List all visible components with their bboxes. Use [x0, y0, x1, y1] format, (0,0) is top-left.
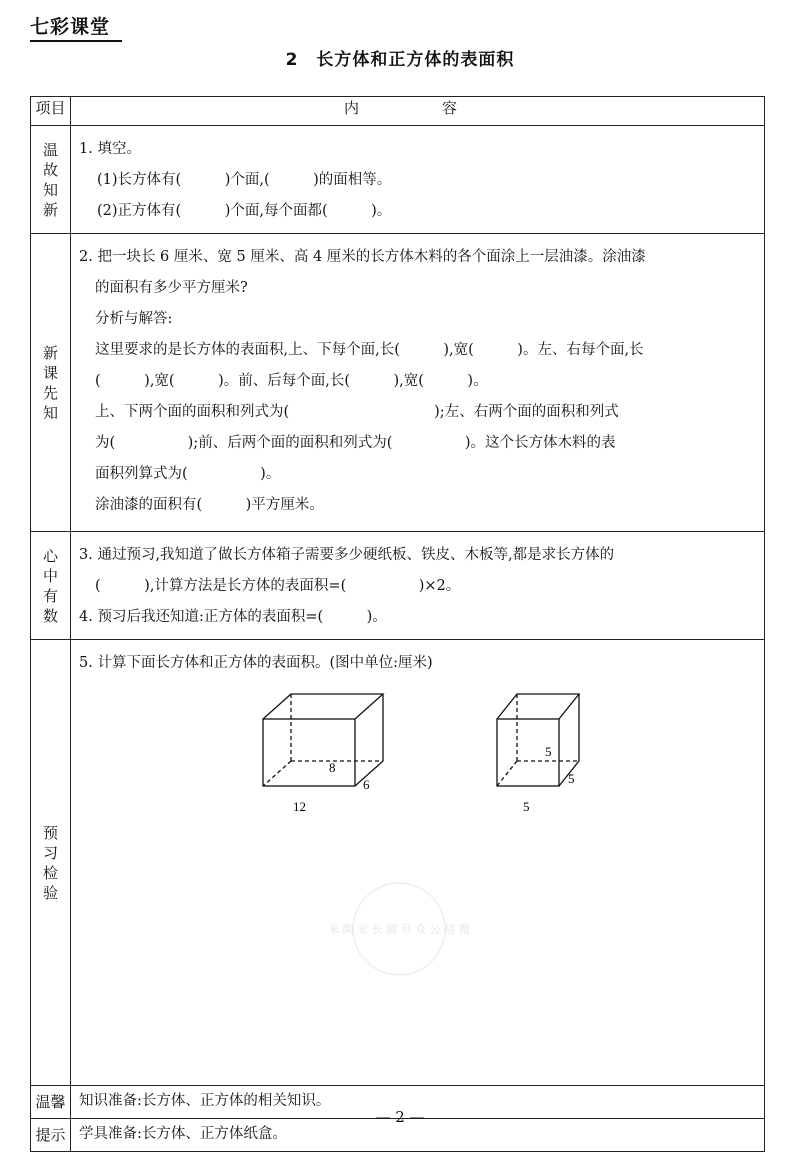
q3-line-2[interactable]: ( ),计算方法是长方体的表面积=( )×2。	[95, 578, 461, 594]
section-new	[31, 234, 765, 532]
check-content	[71, 640, 765, 1086]
table-header-row	[31, 97, 765, 126]
cube-figure	[497, 694, 579, 786]
cuboid-height-label: 6	[363, 777, 370, 792]
q2-line-3: 分析与解答:	[95, 311, 173, 327]
page-number: — 2 —	[375, 1108, 425, 1126]
q2-line-6[interactable]: 上、下两个面的面积和列式为( );左、右两个面的面积和列式	[95, 404, 619, 420]
cuboid-figure	[263, 694, 383, 786]
label-mind: 心 中 有 数	[31, 532, 71, 640]
label-tips-bottom: 提示	[31, 1119, 71, 1152]
label-tips-top: 温馨	[31, 1086, 71, 1119]
page-title: 2 长方体和正方体的表面积	[285, 50, 515, 70]
q1-b[interactable]: (2)正方体有( )个面,每个面都( )。	[97, 203, 392, 219]
q2-line-5[interactable]: ( ),宽( )。前、后每个面,长( ),宽( )。	[95, 373, 488, 389]
q2-line-7[interactable]: 为( );前、后两个面的面积和列式为( )。这个长方体木料的表	[95, 435, 616, 451]
q2-line-9[interactable]: 涂油漆的面积有( )平方厘米。	[95, 497, 324, 513]
q1-a[interactable]: (1)长方体有( )个面,( )的面相等。	[97, 172, 392, 188]
q2-line-2: 的面积有多少平方厘米?	[95, 280, 248, 296]
q2-line-4[interactable]: 这里要求的是长方体的表面积,上、下每个面,长( ),宽( )。左、右每个面,长	[95, 342, 644, 358]
q3-line-1: 3. 通过预习,我知道了做长方体箱子需要多少硬纸板、铁皮、木板等,都是求长方体的	[79, 547, 615, 563]
label-check: 预 习 检 验	[31, 640, 71, 1086]
brand-underline	[30, 40, 122, 42]
section-review	[31, 126, 765, 234]
q2-line-1: 2. 把一块长 6 厘米、宽 5 厘米、高 4 厘米的长方体木料的各个面涂上一层油漆。涂油漆	[79, 249, 646, 265]
cube-edge-label-b: 5	[568, 771, 575, 786]
watermark-stamp	[328, 883, 469, 975]
header-item: 项目	[31, 97, 71, 126]
q2-line-8[interactable]: 面积列算式为( )。	[95, 466, 281, 482]
q1-title: 1. 填空。	[79, 141, 141, 157]
q4-line[interactable]: 4. 预习后我还知道:正方体的表面积=( )。	[79, 609, 387, 625]
section-check	[31, 640, 765, 1086]
cube-edge-label-c: 5	[523, 799, 530, 814]
new-content	[71, 234, 765, 532]
mind-content	[71, 532, 765, 640]
tip-1: 知识准备:长方体、正方体的相关知识。	[71, 1086, 765, 1119]
cuboid-width-label: 8	[329, 760, 336, 775]
cuboid-length-label: 12	[293, 799, 306, 814]
solids-figure	[79, 679, 759, 1069]
review-content	[71, 126, 765, 234]
brand-logo: 七彩课堂	[30, 16, 111, 38]
header-content: 内 容	[71, 97, 765, 126]
label-review: 温 故 知 新	[31, 126, 71, 234]
section-mind	[31, 532, 765, 640]
label-new: 新 课 先 知	[31, 234, 71, 532]
q5-line: 5. 计算下面长方体和正方体的表面积。(图中单位:厘米)	[79, 655, 433, 671]
worksheet-table	[30, 96, 765, 1152]
tip-2: 学具准备:长方体、正方体纸盒。	[71, 1119, 765, 1152]
watermark-text: 米 陶 家 长 圆 号 众 公 信 微	[328, 923, 470, 936]
diagrams-area	[79, 679, 756, 1079]
cube-edge-label-a: 5	[545, 744, 552, 759]
